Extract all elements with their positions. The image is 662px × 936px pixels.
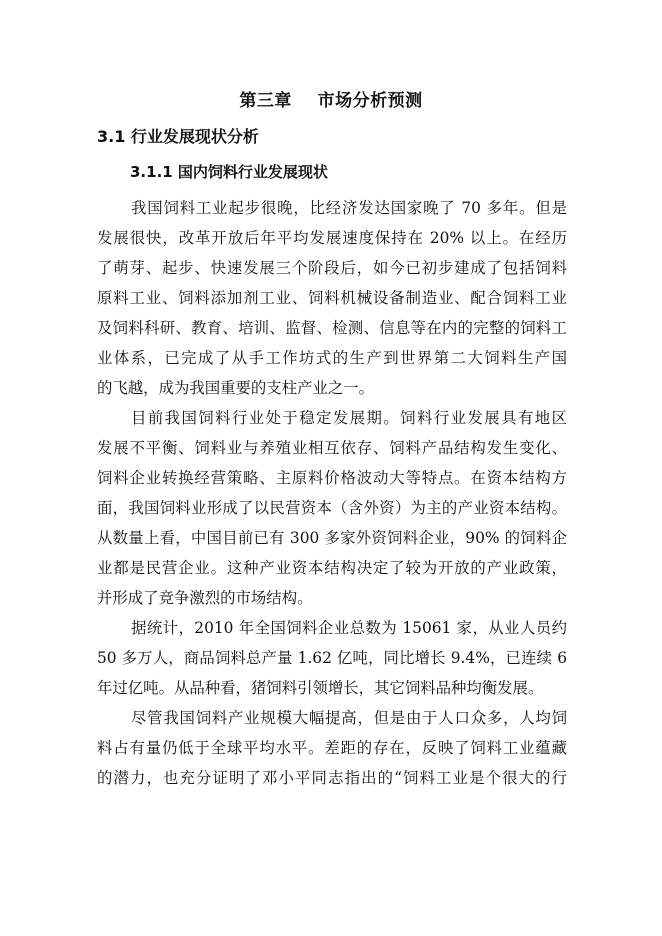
paragraph: [97, 193, 567, 403]
paragraph: [97, 703, 567, 793]
chapter-title: 第三章 市场分析预测: [239, 91, 423, 111]
paragraph: [97, 403, 567, 613]
text-line: 面，我国饲料业形成了以民营资本（含外资）为主的产业资本结构。: [97, 499, 567, 517]
text-line: 及饲料科研、教育、培训、监督、检测、信息等在内的完整的饲料工: [97, 319, 567, 337]
text-line: 的飞越，成为我国重要的支柱产业之一。: [97, 379, 375, 397]
text-line: 从数量上看，中国目前已有 300 多家外资饲料企业，90% 的饲料企: [97, 529, 567, 547]
text-line: 50 多万人，商品饲料总产量 1.62 亿吨，同比增长 9.4%，已连续 6: [97, 649, 567, 667]
text-line: 原料工业、饲料添加剂工业、饲料机械设备制造业、配合饲料工业: [97, 289, 567, 307]
subsection-heading: 3.1.1 国内饲料行业发展现状: [130, 163, 328, 181]
text-line: 尽管我国饲料产业规模大幅提高，但是由于人口众多，人均饲: [131, 709, 567, 727]
text-line: 我国饲料工业起步很晚，比经济发达国家晚了 70 多年。但是: [131, 199, 567, 217]
text-line: 发展不平衡、饲料业与养殖业相互依存、饲料产品结构发生变化、: [97, 439, 567, 457]
text-line: 饲料企业转换经营策略、主原料价格波动大等特点。在资本结构方: [97, 469, 567, 487]
text-line: 了萌芽、起步、快速发展三个阶段后，如今已初步建成了包括饲料: [97, 259, 567, 277]
text-line: 年过亿吨。从品种看，猪饲料引领增长，其它饲料品种均衡发展。: [97, 679, 544, 697]
section-heading: 3.1 行业发展现状分析: [97, 127, 259, 146]
paragraph: [97, 613, 567, 703]
text-line: 目前我国饲料行业处于稳定发展期。饲料行业发展具有地区: [131, 409, 567, 427]
body-text: [97, 193, 567, 793]
text-line: 的潜力，也充分证明了邓小平同志指出的“饲料工业是个很大的行: [97, 769, 567, 787]
text-line: 料占有量仍低于全球平均水平。差距的存在，反映了饲料工业蕴藏: [97, 739, 567, 757]
text-line: 发展很快，改革开放后年平均发展速度保持在 20% 以上。在经历: [97, 229, 567, 247]
text-line: 业都是民营企业。这种产业资本结构决定了较为开放的产业政策，: [97, 559, 567, 577]
text-line: 业体系，已完成了从手工作坊式的生产到世界第二大饲料生产国: [97, 349, 567, 367]
text-line: 据统计，2010 年全国饲料企业总数为 15061 家，从业人员约: [131, 619, 567, 637]
text-line: 并形成了竞争激烈的市场结构。: [97, 589, 313, 607]
